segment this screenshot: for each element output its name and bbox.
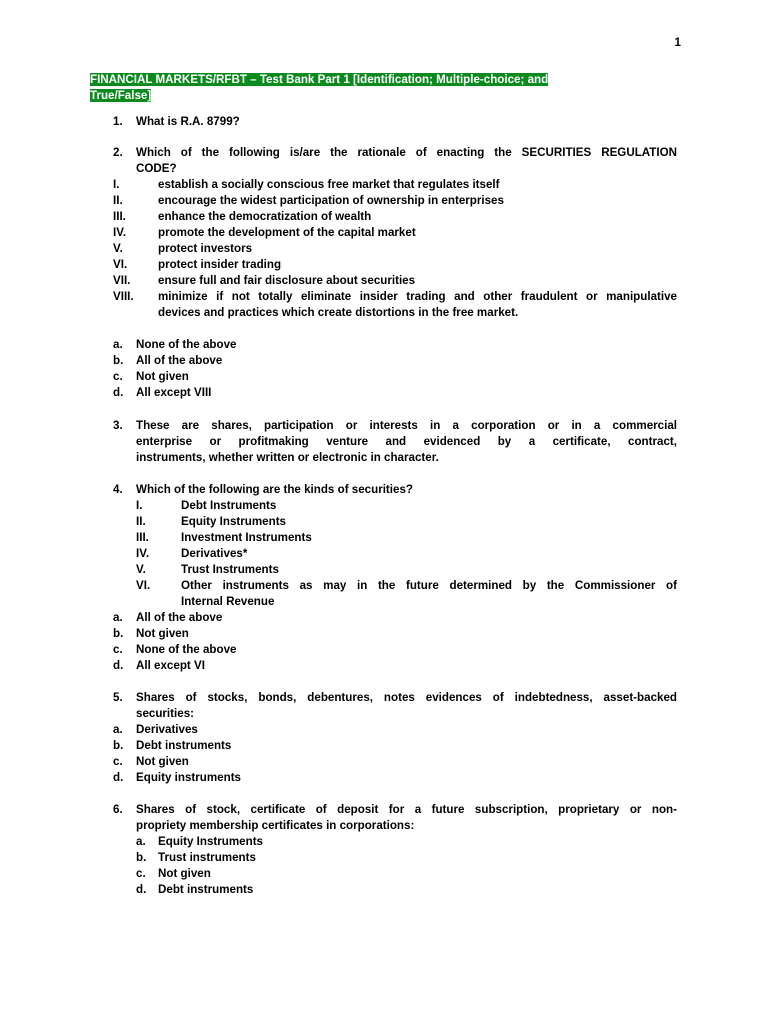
q2-item-text: establish a socially conscious free market that regulates itself (158, 178, 500, 191)
q5-line-2: securities: (136, 707, 194, 720)
q2-choice-text: All of the above (136, 354, 223, 367)
q2-item-number: VII. (113, 274, 131, 287)
q4-choice-text: All except VI (136, 659, 205, 672)
q5-choice-text: Derivatives (136, 723, 198, 736)
q2-choice-text: All except VIII (136, 386, 212, 399)
q2-choice-letter: a. (113, 338, 123, 351)
q2-item-text: enhance the democratization of wealth (158, 210, 372, 223)
q2-text-line-2: CODE? (136, 162, 177, 175)
q2-number: 2. (113, 146, 123, 159)
q6-choice-letter: d. (136, 883, 147, 896)
q2-text-line-1: Which of the following is/are the rationale of enacting the SECURITIES REGULATION (136, 146, 677, 159)
q4-item-number: IV. (136, 547, 150, 560)
q5-line-1: Shares of stocks, bonds, debentures, notes evidences of indebtedness, asset-backed (136, 691, 677, 704)
q5-number: 5. (113, 691, 123, 704)
q2-item-text: protect insider trading (158, 258, 282, 271)
q2-item-number: VI. (113, 258, 128, 271)
q4-item-number: V. (136, 563, 146, 576)
q2-choice-text: Not given (136, 370, 189, 383)
q5-choice-letter: c. (113, 755, 123, 768)
q2-item-text: ensure full and fair disclosure about securities (158, 274, 416, 287)
title-line-2: True/False] (90, 89, 152, 102)
q3-line-3: instruments, whether written or electronic in character. (136, 451, 439, 464)
title-line-1: FINANCIAL MARKETS/RFBT – Test Bank Part 1 [Identification; Multiple-choice; and (90, 73, 549, 86)
q2-item-number: VIII. (113, 290, 134, 303)
q5-choice-text: Equity instruments (136, 771, 242, 784)
document-title (90, 72, 677, 104)
q1-text: What is R.A. 8799? (136, 115, 240, 128)
q6-choice-text: Trust instruments (158, 851, 256, 864)
q2-item-text: protect investors (158, 242, 253, 255)
q4-choice-letter: a. (113, 611, 123, 624)
q4-text: Which of the following are the kinds of securities? (136, 483, 413, 496)
q6-choice-letter: c. (136, 867, 146, 880)
q5-choice-letter: b. (113, 739, 124, 752)
q2-choice-letter: b. (113, 354, 124, 367)
q3-number: 3. (113, 419, 123, 432)
q2-choice-letter: c. (113, 370, 123, 383)
q4-item-number: VI. (136, 579, 151, 592)
q6-choice-letter: a. (136, 835, 146, 848)
q4-choice-letter: b. (113, 627, 124, 640)
q5-choice-letter: a. (113, 723, 123, 736)
q4-choice-text: Not given (136, 627, 189, 640)
q4-choice-letter: c. (113, 643, 123, 656)
q2-item-number: I. (113, 178, 120, 191)
q2-choice-letter: d. (113, 386, 124, 399)
q6-line-1: Shares of stock, certificate of deposit for a future subscription, proprietary or non- (136, 803, 677, 816)
page-number: 1 (674, 36, 681, 49)
q2-item-text: minimize if not totally eliminate insider trading and other fraudulent or manipulative (158, 290, 677, 303)
q6-choice-text: Equity Instruments (158, 835, 264, 848)
q4-item-number: I. (136, 499, 143, 512)
q2-item-text: encourage the widest participation of ownership in enterprises (158, 194, 504, 207)
q2-item-number: IV. (113, 226, 127, 239)
q4-item-text: Other instruments as may in the future determined by the Commissioner of (181, 579, 677, 592)
q2-item-text: promote the development of the capital market (158, 226, 416, 239)
q4-choice-text: None of the above (136, 643, 237, 656)
q2-item-number: III. (113, 210, 126, 223)
q3-line-2: enterprise or profitmaking venture and evidenced by a certificate, contract, (136, 435, 677, 448)
q6-choice-text: Debt instruments (158, 883, 254, 896)
q4-item-text: Debt Instruments (181, 499, 277, 512)
q6-line-2: propriety membership certificates in corporations: (136, 819, 415, 832)
q6-number: 6. (113, 803, 123, 816)
q5-choice-text: Debt instruments (136, 739, 232, 752)
q4-choice-letter: d. (113, 659, 124, 672)
q6-choice-text: Not given (158, 867, 211, 880)
q4-number: 4. (113, 483, 123, 496)
q4-item-number: III. (136, 531, 149, 544)
q5-choice-text: Not given (136, 755, 189, 768)
q4-item-text: Derivatives* (181, 547, 248, 560)
q3-line-1: These are shares, participation or interests in a corporation or in a commercial (136, 419, 677, 432)
q5-choice-letter: d. (113, 771, 124, 784)
q2-choice-text: None of the above (136, 338, 237, 351)
q4-choice-text: All of the above (136, 611, 223, 624)
q4-item-number: II. (136, 515, 146, 528)
q6-choice-letter: b. (136, 851, 147, 864)
q2-item-number: II. (113, 194, 123, 207)
q4-item-text: Trust Instruments (181, 563, 279, 576)
q2-item-text-cont: devices and practices which create distortions in the free market. (158, 306, 519, 319)
q4-item-text: Investment Instruments (181, 531, 312, 544)
q4-item-text: Equity Instruments (181, 515, 287, 528)
q4-item-text-cont: Internal Revenue (181, 595, 275, 608)
q1-number: 1. (113, 115, 123, 128)
q2-item-number: V. (113, 242, 123, 255)
